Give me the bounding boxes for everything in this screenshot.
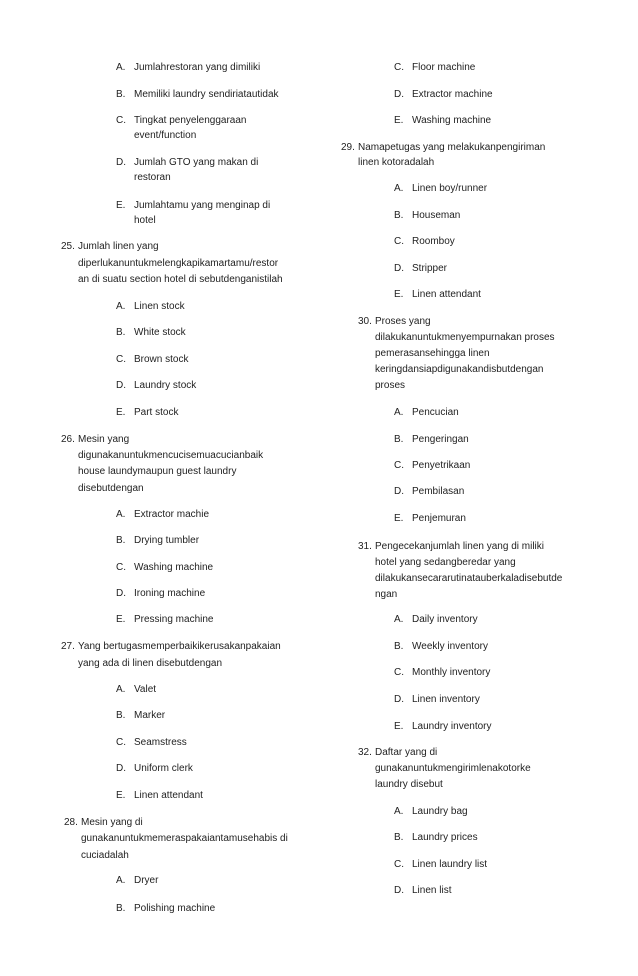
q29-option-c: C. Roomboy (394, 236, 455, 247)
q29-option-b: B. Houseman (394, 210, 461, 221)
q30-stem: 30. Proses yang (358, 316, 431, 327)
q24-option-c-line2: event/function (134, 130, 197, 141)
q24-option-c: C. Tingkat penyelenggaraan (116, 115, 247, 126)
q30-option-e: E. Penjemuran (394, 513, 466, 524)
q31-option-a: A. Daily inventory (394, 614, 478, 625)
q29-option-a: A. Linen boy/runner (394, 183, 488, 194)
q29-option-d: D. Stripper (394, 263, 448, 274)
q24-option-b: B. Memiliki laundry sendiriatautidak (116, 89, 279, 100)
q27-option-b: B. Marker (116, 710, 166, 721)
q31-stem-line3: dilakukansecararutinatauberkaladisebutde (375, 573, 563, 584)
q31-option-d: D. Linen inventory (394, 694, 480, 705)
q25-option-b: B. White stock (116, 327, 186, 338)
q26-stem-line4: disebutdengan (78, 483, 144, 494)
q26-option-a: A. Extractor machie (116, 509, 210, 520)
q26-stem-line2: digunakanuntukmencucisemuacucianbaik (78, 450, 264, 461)
q30-option-d: D. Pembilasan (394, 486, 465, 497)
q31-option-b: B. Weekly inventory (394, 641, 488, 652)
q26-option-d: D. Ironing machine (116, 588, 206, 599)
q25-option-d: D. Laundry stock (116, 380, 197, 391)
q31-option-c: C. Monthly inventory (394, 667, 491, 678)
q30-option-c: C. Penyetrikaan (394, 460, 471, 471)
q32-option-d: D. Linen list (394, 885, 452, 896)
q26-stem-line3: house laundymaupun guest laundry (78, 466, 237, 477)
q30-stem-line5: proses (375, 380, 406, 391)
q30-stem-line4: keringdansiapdigunakandisbutdengan (375, 364, 544, 375)
q30-option-b: B. Pengeringan (394, 434, 469, 445)
q27-stem-line2: yang ada di linen disebutdengan (78, 658, 223, 669)
q28-stem-line2: gunakanuntukmemeraspakaiantamusehabis di (81, 833, 288, 844)
q26-option-c: C. Washing machine (116, 562, 214, 573)
q24-option-d: D. Jumlah GTO yang makan di (116, 157, 259, 168)
q27-option-e: E. Linen attendant (116, 790, 203, 801)
q25-stem-line2: diperlukanuntukmelengkapikamartamu/restor (78, 258, 279, 269)
q28-stem: 28. Mesin yang di (64, 817, 143, 828)
q30-stem-line3: pemerasansehingga linen (375, 348, 490, 359)
q24-option-a: A. Jumlahrestoran yang dimiliki (116, 62, 261, 73)
q28-option-c: C. Floor machine (394, 62, 476, 73)
q25-option-a: A. Linen stock (116, 301, 185, 312)
q29-stem: 29. Namapetugas yang melakukanpengiriman (341, 142, 546, 153)
q32-option-c: C. Linen laundry list (394, 859, 488, 870)
q24-option-e-line2: hotel (134, 215, 156, 226)
q28-option-d: D. Extractor machine (394, 89, 493, 100)
q26-stem: 26. Mesin yang (61, 434, 130, 445)
q28-option-a: A. Dryer (116, 875, 159, 886)
q32-option-b: B. Laundry prices (394, 832, 478, 843)
q28-stem-line3: cuciadalah (81, 850, 129, 861)
q27-option-a: A. Valet (116, 684, 157, 695)
q26-option-e: E. Pressing machine (116, 614, 214, 625)
q31-option-e: E. Laundry inventory (394, 721, 492, 732)
q28-option-b: B. Polishing machine (116, 903, 216, 914)
q25-stem-line3: an di suatu section hotel di sebutdenganistilah (78, 274, 283, 285)
q32-stem: 32. Daftar yang di (358, 747, 438, 758)
q30-stem-line2: dilakukanuntukmenyempurnakan proses (375, 332, 555, 343)
q24-option-d-line2: restoran (134, 172, 171, 183)
q25-option-e: E. Part stock (116, 407, 179, 418)
q32-stem-line3: laundry disebut (375, 779, 443, 790)
q31-stem: 31. Pengecekanjumlah linen yang di miliki (358, 541, 544, 552)
q28-option-e: E. Washing machine (394, 115, 492, 126)
q24-option-e: E. Jumlahtamu yang menginap di (116, 200, 271, 211)
q32-option-a: A. Laundry bag (394, 806, 468, 817)
q25-stem: 25. Jumlah linen yang (61, 241, 159, 252)
q27-option-d: D. Uniform clerk (116, 763, 193, 774)
q31-stem-line2: hotel yang sedangberedar yang (375, 557, 516, 568)
q31-stem-line4: ngan (375, 589, 398, 600)
q27-stem: 27. Yang bertugasmemperbaikikerusakanpakaian (61, 641, 281, 652)
q32-stem-line2: gunakanuntukmengirimlenakotorke (375, 763, 531, 774)
q27-option-c: C. Seamstress (116, 737, 187, 748)
q29-option-e: E. Linen attendant (394, 289, 481, 300)
q25-option-c: C. Brown stock (116, 354, 189, 365)
q29-stem-line2: linen kotoradalah (358, 157, 435, 168)
q30-option-a: A. Pencucian (394, 407, 459, 418)
q26-option-b: B. Drying tumbler (116, 535, 200, 546)
